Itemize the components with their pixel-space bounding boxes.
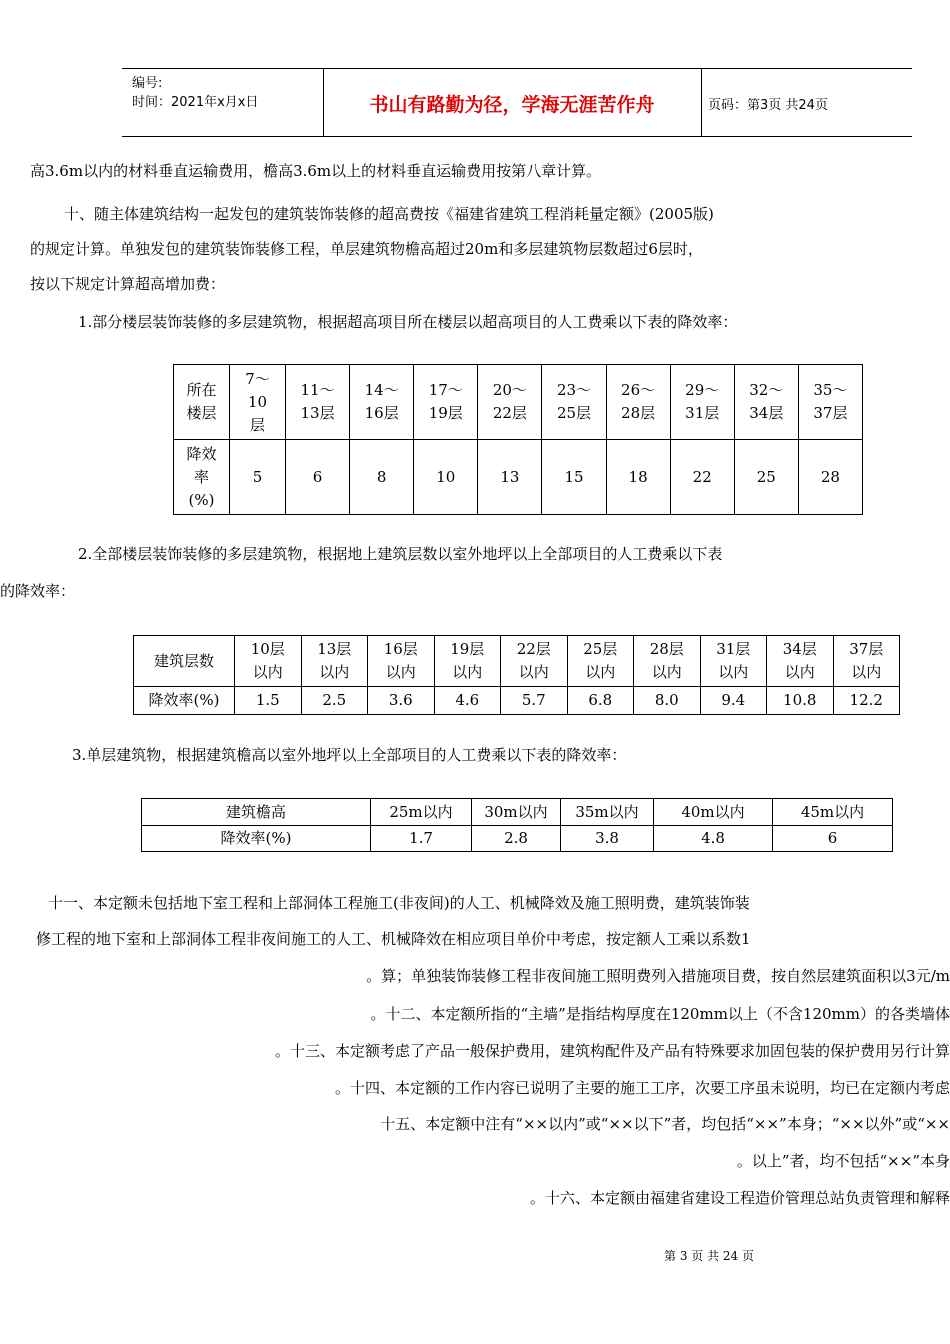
table-cell: 12.2 xyxy=(833,687,900,715)
table-cell: 2.8 xyxy=(472,826,561,852)
table-header-cell: 35～ 37层 xyxy=(798,365,862,440)
table-header-cell: 20～ 22层 xyxy=(478,365,542,440)
table-header-cell: 29～ 31层 xyxy=(670,365,734,440)
paragraph-line: 。算；单独装饰装修工程非夜间施工照明费列入措施项目费，按自然层建筑面积以3元/m xyxy=(366,967,950,985)
table-cell: 6 xyxy=(773,826,893,852)
table-cell: 2.5 xyxy=(301,687,368,715)
table-header-cell: 23～ 25层 xyxy=(542,365,606,440)
table-header-cell: 30m以内 xyxy=(472,799,561,826)
table-header-cell: 19层 以内 xyxy=(434,636,501,687)
table-cell: 6.8 xyxy=(567,687,634,715)
table-header-cell: 34层 以内 xyxy=(767,636,834,687)
table-row xyxy=(174,365,863,440)
table-row-header: 建筑层数 xyxy=(134,636,235,687)
table-cell: 13 xyxy=(478,440,542,515)
list-item-1: 1.部分楼层装饰装修的多层建筑物，根据超高项目所在楼层以超高项目的人工费乘以下表的降效率： xyxy=(78,313,738,331)
table-cell: 1.7 xyxy=(371,826,472,852)
table-header-cell: 25m以内 xyxy=(371,799,472,826)
table-cell: 15 xyxy=(542,440,606,515)
table-header-cell: 37层 以内 xyxy=(833,636,900,687)
paragraph-line: 高3.6m以内的材料垂直运输费用，檐高3.6m以上的材料垂直运输费用按第八章计算。 xyxy=(30,162,602,180)
table-cell: 8 xyxy=(350,440,414,515)
table-header-cell: 11～ 13层 xyxy=(286,365,350,440)
table-header-cell: 35m以内 xyxy=(561,799,654,826)
building-floors-rate-table xyxy=(133,635,900,715)
table-row xyxy=(174,440,863,515)
paragraph-line: 十五、本定额中注有“××以内”或“××以下”者，均包括“××”本身；“××以外”或“×× xyxy=(380,1115,950,1133)
table-header-cell: 10层 以内 xyxy=(235,636,302,687)
header-divider xyxy=(323,69,324,136)
paragraph-line: 按以下规定计算超高增加费： xyxy=(30,275,226,293)
table-cell: 22 xyxy=(670,440,734,515)
table-header-cell: 31层 以内 xyxy=(700,636,767,687)
table-row xyxy=(134,687,900,715)
table-cell: 25 xyxy=(734,440,798,515)
table-row-header: 降效率(%) xyxy=(142,826,371,852)
table-row xyxy=(134,636,900,687)
table-header-cell: 25层 以内 xyxy=(567,636,634,687)
table-cell: 8.0 xyxy=(634,687,701,715)
paragraph-line: 的降效率： xyxy=(0,582,76,600)
table-cell: 6 xyxy=(286,440,350,515)
table-cell: 3.6 xyxy=(368,687,435,715)
paragraph-line: 。十四、本定额的工作内容已说明了主要的施工工序，次要工序虽未说明，均已在定额内考虑 xyxy=(334,1079,950,1097)
table-header-cell: 32～ 34层 xyxy=(734,365,798,440)
table-header-cell: 16层 以内 xyxy=(368,636,435,687)
table-cell: 4.8 xyxy=(654,826,773,852)
table-row-header: 降效率(%) xyxy=(134,687,235,715)
table-header-cell: 22层 以内 xyxy=(501,636,568,687)
table-row xyxy=(142,799,893,826)
table-header-cell: 28层 以内 xyxy=(634,636,701,687)
table-row-header: 降效 率 (%) xyxy=(174,440,230,515)
eave-height-rate-table xyxy=(141,798,893,852)
paragraph-line: 十一、本定额未包括地下室工程和上部洞体工程施工(非夜间)的人工、机械降效及施工照明费，建筑装饰装 xyxy=(48,894,750,912)
table-cell: 3.8 xyxy=(561,826,654,852)
paragraph-line: 的规定计算。单独发包的建筑装饰装修工程，单层建筑物檐高超过20m和多层建筑物层数超过6层时， xyxy=(30,240,703,258)
floor-rate-table xyxy=(173,364,863,515)
list-item-3: 3.单层建筑物，根据建筑檐高以室外地坪以上全部项目的人工费乘以下表的降效率： xyxy=(72,746,627,764)
table-header-cell: 13层 以内 xyxy=(301,636,368,687)
table-header-cell: 7～ 10 层 xyxy=(230,365,286,440)
header-divider xyxy=(701,69,702,136)
table-cell: 18 xyxy=(606,440,670,515)
table-row xyxy=(142,826,893,852)
header-motto: 书山有路勤为径，学海无涯苦作舟 xyxy=(369,94,655,116)
table-cell: 10.8 xyxy=(767,687,834,715)
paragraph-line: 修工程的地下室和上部洞体工程非夜间施工的人工、机械降效在相应项目单价中考虑，按定额人工乘以系数1 xyxy=(36,930,751,948)
table-header-cell: 26～ 28层 xyxy=(606,365,670,440)
table-header-cell: 40m以内 xyxy=(654,799,773,826)
table-cell: 10 xyxy=(414,440,478,515)
table-header-cell: 17～ 19层 xyxy=(414,365,478,440)
table-cell: 28 xyxy=(798,440,862,515)
paragraph-line: 。十二、本定额所指的“主墙”是指结构厚度在120mm以上（不含120mm）的各类墙体 xyxy=(370,1005,950,1023)
document-number-label: 编号: xyxy=(132,76,163,91)
page-indicator: 页码：第3页 共24页 xyxy=(708,98,828,113)
paragraph-line: 。十三、本定额考虑了产品一般保护费用，建筑构配件及产品有特殊要求加固包装的保护费用另行计算 xyxy=(274,1042,950,1060)
document-time-label: 时间：2021年x月x日 xyxy=(132,95,259,110)
table-cell: 1.5 xyxy=(235,687,302,715)
page-footer: 第 3 页 共 24 页 xyxy=(664,1249,754,1263)
paragraph-line: 。十六、本定额由福建省建设工程造价管理总站负责管理和解释 xyxy=(529,1189,950,1207)
paragraph-line: 十、随主体建筑结构一起发包的建筑装饰装修的超高费按《福建省建筑工程消耗量定额》(2005版) xyxy=(64,205,714,223)
table-header-cell: 14～ 16层 xyxy=(350,365,414,440)
table-row-header: 建筑檐高 xyxy=(142,799,371,826)
table-cell: 9.4 xyxy=(700,687,767,715)
page-header xyxy=(122,68,912,137)
table-cell: 5.7 xyxy=(501,687,568,715)
table-cell: 4.6 xyxy=(434,687,501,715)
paragraph-line: 。以上”者，均不包括“××”本身 xyxy=(736,1152,950,1170)
list-item-2: 2.全部楼层装饰装修的多层建筑物，根据地上建筑层数以室外地坪以上全部项目的人工费乘以下表 xyxy=(78,545,723,563)
table-row-header: 所在 楼层 xyxy=(174,365,230,440)
table-cell: 5 xyxy=(230,440,286,515)
table-header-cell: 45m以内 xyxy=(773,799,893,826)
